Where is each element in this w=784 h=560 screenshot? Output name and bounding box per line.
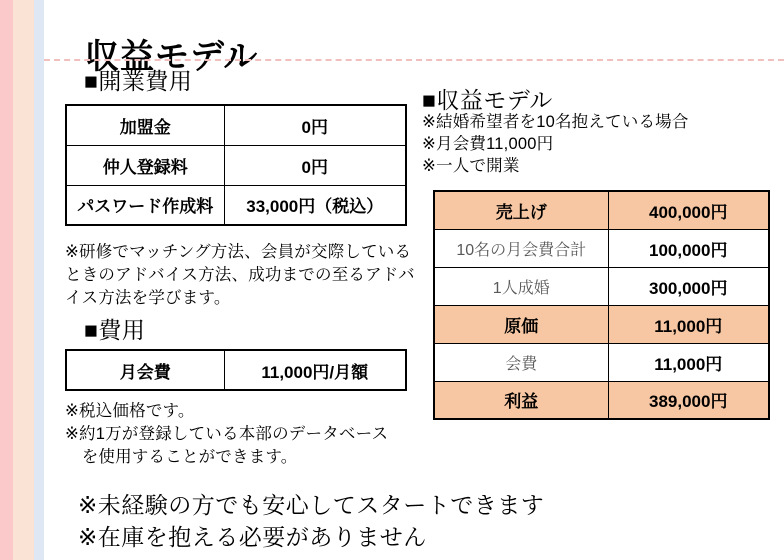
revenue-row-label: 会費 [434,343,608,381]
fee-note-line: ※約1万が登録している本部のデータベース [65,425,389,443]
table-row [434,305,769,343]
revenue-note-line: ※結婚希望者を10名抱えている場合 [422,113,689,131]
footer-notes [78,489,544,553]
revenue-row-value: 389,000円 [608,381,769,419]
footer-note-line: ※未経験の方でも安心してスタートできます [78,492,545,518]
left-stripe-peach [13,0,34,560]
startup-costs-table [65,104,407,226]
table-row [434,229,769,267]
heading-fee: ■費用 [84,317,146,343]
revenue-row-value: 11,000円 [608,305,769,343]
footer-note-line: ※在庫を抱える必要がありません [78,524,427,550]
startup-note: ※研修でマッチング方法、会員が交際しているときのアドバイス方法、成功までの至るアドバイス方法を学びます。 [65,243,415,307]
fee-note-line: ※税込価格です。 [65,402,195,420]
revenue-note-line: ※一人で開業 [422,157,520,175]
revenue-row-label: 利益 [434,381,608,419]
page-title: 収益モデル [85,37,259,76]
revenue-row-value: 11,000円 [608,343,769,381]
table-row [434,191,769,229]
left-stripe-pink [0,0,13,560]
revenue-row-value: 400,000円 [608,191,769,229]
title-divider [44,59,784,61]
revenue-notes [422,111,772,177]
startup-row-label: 仲人登録料 [66,145,224,185]
table-row [66,105,406,145]
table-row [434,267,769,305]
fee-row-label: 月会費 [66,350,224,390]
startup-row-value: 33,000円（税込） [224,185,406,225]
table-row [434,343,769,381]
revenue-row-label: 原価 [434,305,608,343]
revenue-row-label: 1人成婚 [434,267,608,305]
left-stripe-blue [34,0,44,560]
table-row [434,381,769,419]
revenue-row-value: 300,000円 [608,267,769,305]
startup-row-label: 加盟金 [66,105,224,145]
heading-revenue-model: ■収益モデル [422,87,553,113]
revenue-note-line: ※月会費11,000円 [422,135,554,153]
heading-startup-costs: ■開業費用 [84,68,193,94]
revenue-row-label: 10名の月会費合計 [434,229,608,267]
revenue-row-value: 100,000円 [608,229,769,267]
fee-row-value: 11,000円/月額 [224,350,406,390]
revenue-row-label: 売上げ [434,191,608,229]
table-row [66,185,406,225]
fee-notes [65,400,445,469]
startup-row-value: 0円 [224,105,406,145]
table-row [66,350,406,390]
startup-row-label: パスワード作成料 [66,185,224,225]
startup-row-value: 0円 [224,145,406,185]
fee-table [65,349,407,391]
revenue-table [433,190,770,420]
fee-note-line: を使用することができます。 [65,448,298,466]
table-row [66,145,406,185]
